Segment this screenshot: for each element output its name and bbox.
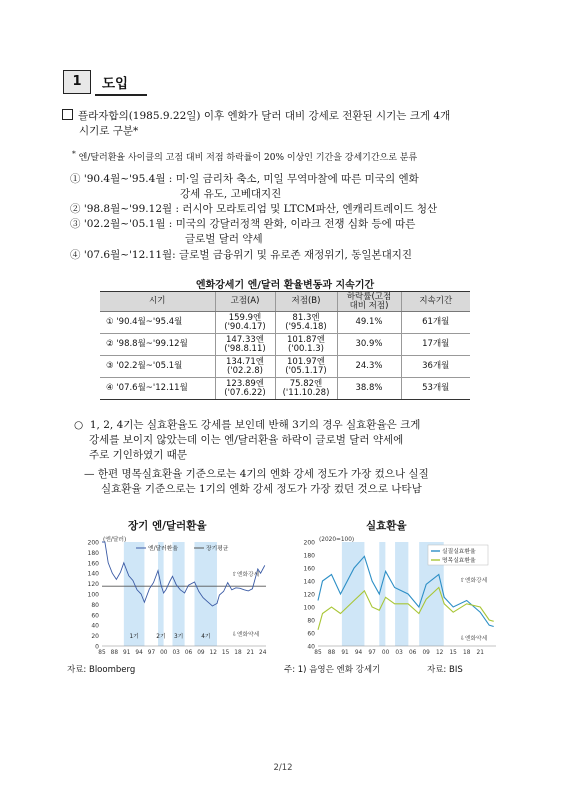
cell-high: 147.33엔 ('98.8.11) xyxy=(215,334,275,356)
x-tick-label: 94 xyxy=(354,650,363,656)
y-tick-label: 120 xyxy=(87,581,99,589)
legend-label-nominal: 명목실효환율 xyxy=(442,558,476,564)
y-tick-label: 100 xyxy=(303,604,315,612)
y-tick-label: 160 xyxy=(87,560,99,568)
cell-period: ② '98.8월~'99.12월 xyxy=(100,334,215,356)
cell-period: ③ '02.2월~'05.1월 xyxy=(100,356,215,378)
shaded-period xyxy=(395,542,408,646)
table-row xyxy=(100,312,470,334)
period-item-3-cont: 글로벌 달러 약세 xyxy=(185,233,263,245)
legend-label-average: 장기평균 xyxy=(206,546,229,552)
x-tick-label: 06 xyxy=(184,650,193,656)
intro-line-2: 시기로 구분* xyxy=(79,125,139,137)
x-tick-label: 85 xyxy=(314,650,322,656)
cell-high: 123.89엔 ('07.6.22) xyxy=(215,378,275,400)
x-tick-label: 03 xyxy=(395,650,403,656)
x-tick-label: 91 xyxy=(341,650,349,656)
shaded-period xyxy=(172,542,184,646)
cell-low: 101.87엔 ('00.1.3) xyxy=(275,334,337,356)
y-tick-label: 20 xyxy=(91,633,99,641)
x-tick-label: 12 xyxy=(209,650,217,656)
cell-drop: 24.3% xyxy=(337,356,401,378)
analysis-sub-1: — 한편 명목실효환율 기준으로는 4기의 엔화 강세 정도가 가장 컸으나 실질 xyxy=(84,468,429,480)
period-label: 1기 xyxy=(129,634,139,640)
chart-right-title: 실효환율 xyxy=(366,520,407,532)
y-tick-label: 180 xyxy=(303,552,315,560)
intro-line-1: 플라자합의(1985.9.22일) 이후 엔화가 달러 대비 강세로 전환된 시기는 크게 4개 xyxy=(62,109,450,124)
period-item-1-cont: 강세 유도, 고베대지진 xyxy=(180,188,282,200)
x-tick-label: 18 xyxy=(234,650,242,656)
period-item-4: ④ '07.6월~'12.11월: 글로벌 금융위기 및 유로존 재정위기, 동일본대지진 xyxy=(70,249,413,261)
annotation-weak: ⇩엔화약세 xyxy=(460,636,488,642)
table-row xyxy=(100,334,470,356)
cell-duration: 17개월 xyxy=(401,334,470,356)
y-tick-label: 160 xyxy=(303,565,315,573)
y-tick-label: 180 xyxy=(87,549,99,557)
legend-label-usdjpy: 엔/달러환율 xyxy=(148,546,178,552)
cell-duration: 53개월 xyxy=(401,378,470,400)
analysis-sub-2: 실효환율 기준으로는 1기의 엔화 강세 정도가 가장 컸던 것으로 나타남 xyxy=(101,483,422,495)
col-header-drop: 하락률(고점 대비 저점) xyxy=(337,292,401,312)
analysis-line-1: ○ 1, 2, 4기는 실효환율도 강세를 보인데 반해 3기의 경우 실효환율은 크게 xyxy=(74,419,421,431)
y-tick-label: 40 xyxy=(307,643,315,651)
period-label: 3기 xyxy=(173,634,184,640)
x-tick-label: 88 xyxy=(110,650,119,656)
y-tick-label: 100 xyxy=(87,591,99,599)
x-tick-label: 97 xyxy=(147,650,156,656)
x-tick-label: 00 xyxy=(381,650,390,656)
square-bullet-icon xyxy=(62,109,73,120)
y-tick-label: 80 xyxy=(91,601,99,609)
x-tick-label: 85 xyxy=(98,650,106,656)
source-note: 주: 1) 음영은 엔화 강세기 xyxy=(284,665,381,675)
y-tick-label: 140 xyxy=(87,570,99,578)
period-item-3: ③ '02.2월~'05.1월 : 미국의 강달러정책 완화, 이라크 전쟁 심화 등에 따른 xyxy=(70,218,416,230)
cell-high: 159.9엔 ('90.4.17) xyxy=(215,312,275,334)
shaded-period xyxy=(379,542,385,646)
cell-low: 75.82엔 ('11.10.28) xyxy=(275,378,337,400)
section-underline xyxy=(95,94,147,96)
y-unit-label: (2020=100) xyxy=(319,537,355,543)
usdjpy-long-term-chart xyxy=(84,534,270,658)
y-tick-label: 60 xyxy=(307,630,315,638)
y-tick-label: 200 xyxy=(87,539,99,547)
y-tick-label: 200 xyxy=(303,539,315,547)
shaded-period xyxy=(195,542,217,646)
cell-duration: 36개월 xyxy=(401,356,470,378)
x-tick-label: 15 xyxy=(221,650,230,656)
table-title: 엔화강세기 엔/달러 환율변동과 지속기간 xyxy=(195,280,375,291)
cell-low: 101.97엔 ('05.1.17) xyxy=(275,356,337,378)
x-tick-label: 09 xyxy=(197,650,205,656)
intro-footnote: * 엔/달러환율 사이클의 고점 대비 저점 하락률이 20% 이상인 기간을 강세기간으로 분류 xyxy=(72,149,418,163)
col-header-low: 저점(B) xyxy=(275,292,337,312)
table-row xyxy=(100,378,470,400)
period-label: 4기 xyxy=(201,634,211,640)
x-tick-label: 03 xyxy=(172,650,180,656)
x-tick-label: 00 xyxy=(160,650,168,656)
cell-drop: 38.8% xyxy=(337,378,401,400)
period-label: 2기 xyxy=(156,634,166,640)
y-tick-label: 120 xyxy=(303,591,315,599)
x-tick-label: 24 xyxy=(259,650,267,656)
cell-drop: 30.9% xyxy=(337,334,401,356)
page-number: 2/12 xyxy=(273,763,293,773)
y-tick-label: 140 xyxy=(303,578,315,586)
shaded-period xyxy=(158,542,164,646)
analysis-line-2: 강세를 보이지 않았는데 이는 엔/달러환율 하락이 글로벌 달러 약세에 xyxy=(89,434,404,446)
cell-low: 81.3엔 ('95.4.18) xyxy=(275,312,337,334)
effective-exchange-rate-chart xyxy=(300,534,500,658)
x-tick-label: 06 xyxy=(408,650,417,656)
x-tick-label: 97 xyxy=(368,650,376,656)
x-tick-label: 15 xyxy=(449,650,457,656)
x-tick-label: 88 xyxy=(327,650,336,656)
source-right: 자료: BIS xyxy=(427,665,463,675)
annotation-strong: ⇧엔화강세 xyxy=(232,572,260,578)
section-number: 1 xyxy=(63,70,91,94)
x-tick-label: 94 xyxy=(135,650,143,656)
cell-drop: 49.1% xyxy=(337,312,401,334)
x-tick-label: 21 xyxy=(476,650,484,656)
source-left: 자료: Bloomberg xyxy=(67,665,136,675)
table-header-row xyxy=(100,292,470,312)
y-tick-label: 80 xyxy=(307,617,315,625)
x-tick-label: 91 xyxy=(123,650,131,656)
y-tick-label: 60 xyxy=(91,612,99,620)
y-tick-label: 40 xyxy=(91,622,99,630)
exchange-rate-table xyxy=(100,291,470,400)
cell-period: ④ '07.6월~'12.11월 xyxy=(100,378,215,400)
period-item-1: ① '90.4월~'95.4월 : 미·일 금리차 축소, 미일 무역마찰에 따른 미국의 엔화 xyxy=(70,173,419,185)
col-header-high: 고점(A) xyxy=(215,292,275,312)
chart-left-title: 장기 엔/달러환율 xyxy=(128,520,207,532)
annotation-weak: ⇩엔화약세 xyxy=(232,632,260,638)
y-tick-label: 0 xyxy=(95,643,99,651)
cell-duration: 61개월 xyxy=(401,312,470,334)
x-tick-label: 21 xyxy=(246,650,255,656)
annotation-strong: ⇧엔화강세 xyxy=(460,578,488,584)
y-unit-label: (엔/달러) xyxy=(103,537,127,543)
period-item-2: ② '98.8월~'99.12월 : 러시아 모라토리엄 및 LTCM파산, 엔캐리트레이드 청산 xyxy=(70,203,438,215)
x-tick-label: 09 xyxy=(422,650,430,656)
col-header-period: 시기 xyxy=(100,292,215,312)
x-tick-label: 18 xyxy=(463,650,471,656)
col-header-duration: 지속기간 xyxy=(401,292,470,312)
legend-label-real: 실질실효환율 xyxy=(442,549,476,555)
cell-period: ① '90.4월~'95.4월 xyxy=(100,312,215,334)
table-row xyxy=(100,356,470,378)
cell-high: 134.71엔 ('02.2.8) xyxy=(215,356,275,378)
section-title: 도입 xyxy=(102,76,129,92)
analysis-line-3: 주로 기인하였기 때문 xyxy=(89,449,187,461)
x-tick-label: 12 xyxy=(435,650,444,656)
